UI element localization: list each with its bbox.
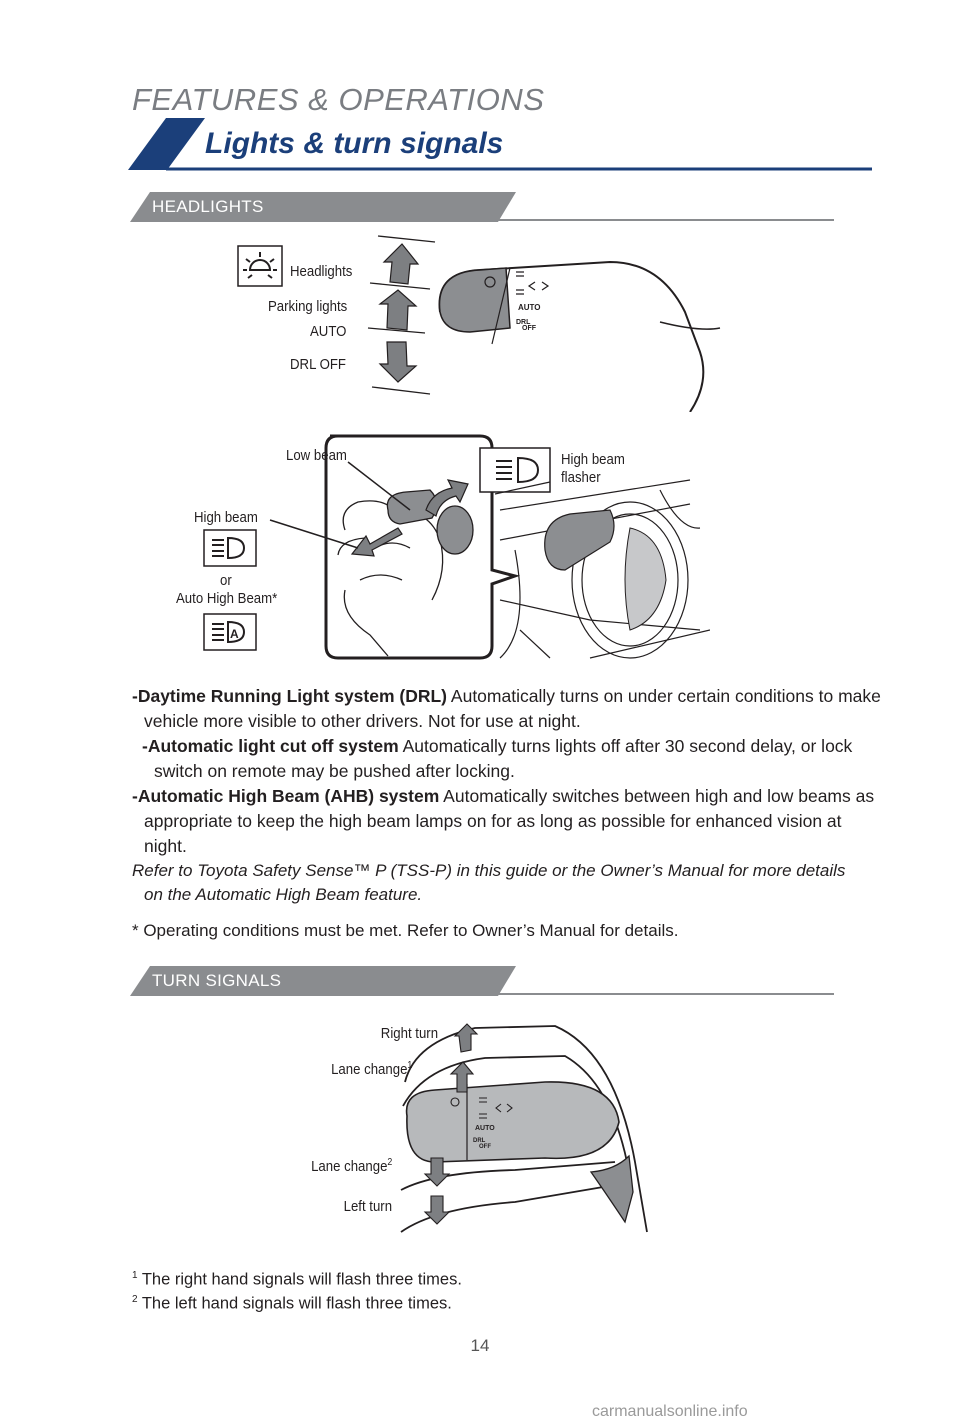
stalk-auto-text: AUTO	[518, 303, 541, 312]
label-high-beam-flasher-2: flasher	[561, 469, 601, 486]
high-beam-flasher-icon	[480, 448, 550, 492]
label-low-beam: Low beam	[286, 447, 347, 464]
cutoff-description	[142, 734, 884, 784]
label-auto-high-beam: Auto High Beam*	[176, 590, 278, 607]
headlights-banner: HEADLIGHTS	[152, 197, 264, 216]
label-or: or	[220, 572, 232, 589]
label-high-beam-flasher-1: High beam	[561, 451, 625, 468]
stalk-drl-text: DRL	[516, 319, 531, 326]
operating-conditions-note: * Operating conditions must be met. Refer to Owner’s Manual for details.	[132, 921, 679, 940]
label-high-beam: High beam	[194, 509, 258, 526]
footnote-2-text: The left hand signals will flash three times.	[137, 1294, 452, 1313]
label-lane-change-1	[331, 1060, 412, 1078]
lane-change-1-sup: 1	[407, 1060, 412, 1071]
lane-change-2-sup: 2	[387, 1157, 392, 1168]
stalk-off-text: OFF	[522, 325, 536, 332]
label-headlights: Headlights	[290, 263, 353, 280]
beam-illustration	[170, 430, 710, 670]
lane-change-1-text: Lane change	[330, 1061, 408, 1078]
ts-stalk-drl-text: DRL	[473, 1138, 486, 1144]
drl-text: Automatically turns on under certain conditions to make vehicle more visible to other drivers. Not for use at night.	[144, 686, 881, 731]
label-drl-off: DRL OFF	[290, 356, 346, 373]
page-title: Lights & turn signals	[205, 127, 504, 160]
high-beam-icon	[204, 530, 256, 566]
cutoff-text: Automatically turns lights off after 30 second delay, or lock switch on remote may be pushed after locking.	[154, 736, 853, 781]
footnote-2	[132, 1294, 452, 1314]
label-parking-lights: Parking lights	[268, 298, 348, 315]
drl-title: -Daytime Running Light system (DRL)	[132, 686, 448, 706]
ahb-text: Automatically switches between high and low beams as appropriate to keep the high beam lamps on for as long as possible for enhanced vision at night.	[144, 786, 875, 856]
section-title: FEATURES & OPERATIONS	[132, 82, 545, 117]
ts-stalk-auto-text: AUTO	[475, 1125, 495, 1132]
headlight-icon	[238, 246, 282, 286]
drl-description	[132, 684, 884, 734]
turn-signal-illustration	[395, 1022, 655, 1242]
lane-change-2-text: Lane change	[310, 1158, 388, 1175]
headlight-switch-illustration	[230, 232, 730, 412]
footnote-1	[132, 1270, 462, 1290]
cutoff-title: -Automatic light cut off system	[142, 736, 399, 756]
watermark: carmanualsonline.info	[592, 1403, 748, 1420]
footnote-1-text: The right hand signals will flash three times.	[137, 1270, 462, 1289]
ahb-title: -Automatic High Beam (AHB) system	[132, 786, 440, 806]
svg-text:A: A	[230, 627, 239, 641]
tss-reference: Refer to Toyota Safety Sense™ P (TSS-P) in this guide or the Owner’s Manual for more details on the Automatic High Beam feature.	[132, 861, 846, 904]
label-auto: AUTO	[310, 323, 347, 340]
ahb-description	[132, 784, 884, 859]
ts-stalk-off-text: OFF	[479, 1144, 491, 1150]
label-right-turn: Right turn	[380, 1025, 438, 1042]
turn-signals-banner: TURN SIGNALS	[152, 971, 282, 990]
page-number: 14	[470, 1336, 490, 1355]
label-left-turn: Left turn	[343, 1198, 392, 1215]
footnote-2-number: 2	[132, 1294, 138, 1305]
footnote-1-number: 1	[132, 1270, 138, 1281]
label-lane-change-2	[311, 1157, 392, 1175]
auto-high-beam-icon	[204, 614, 256, 650]
